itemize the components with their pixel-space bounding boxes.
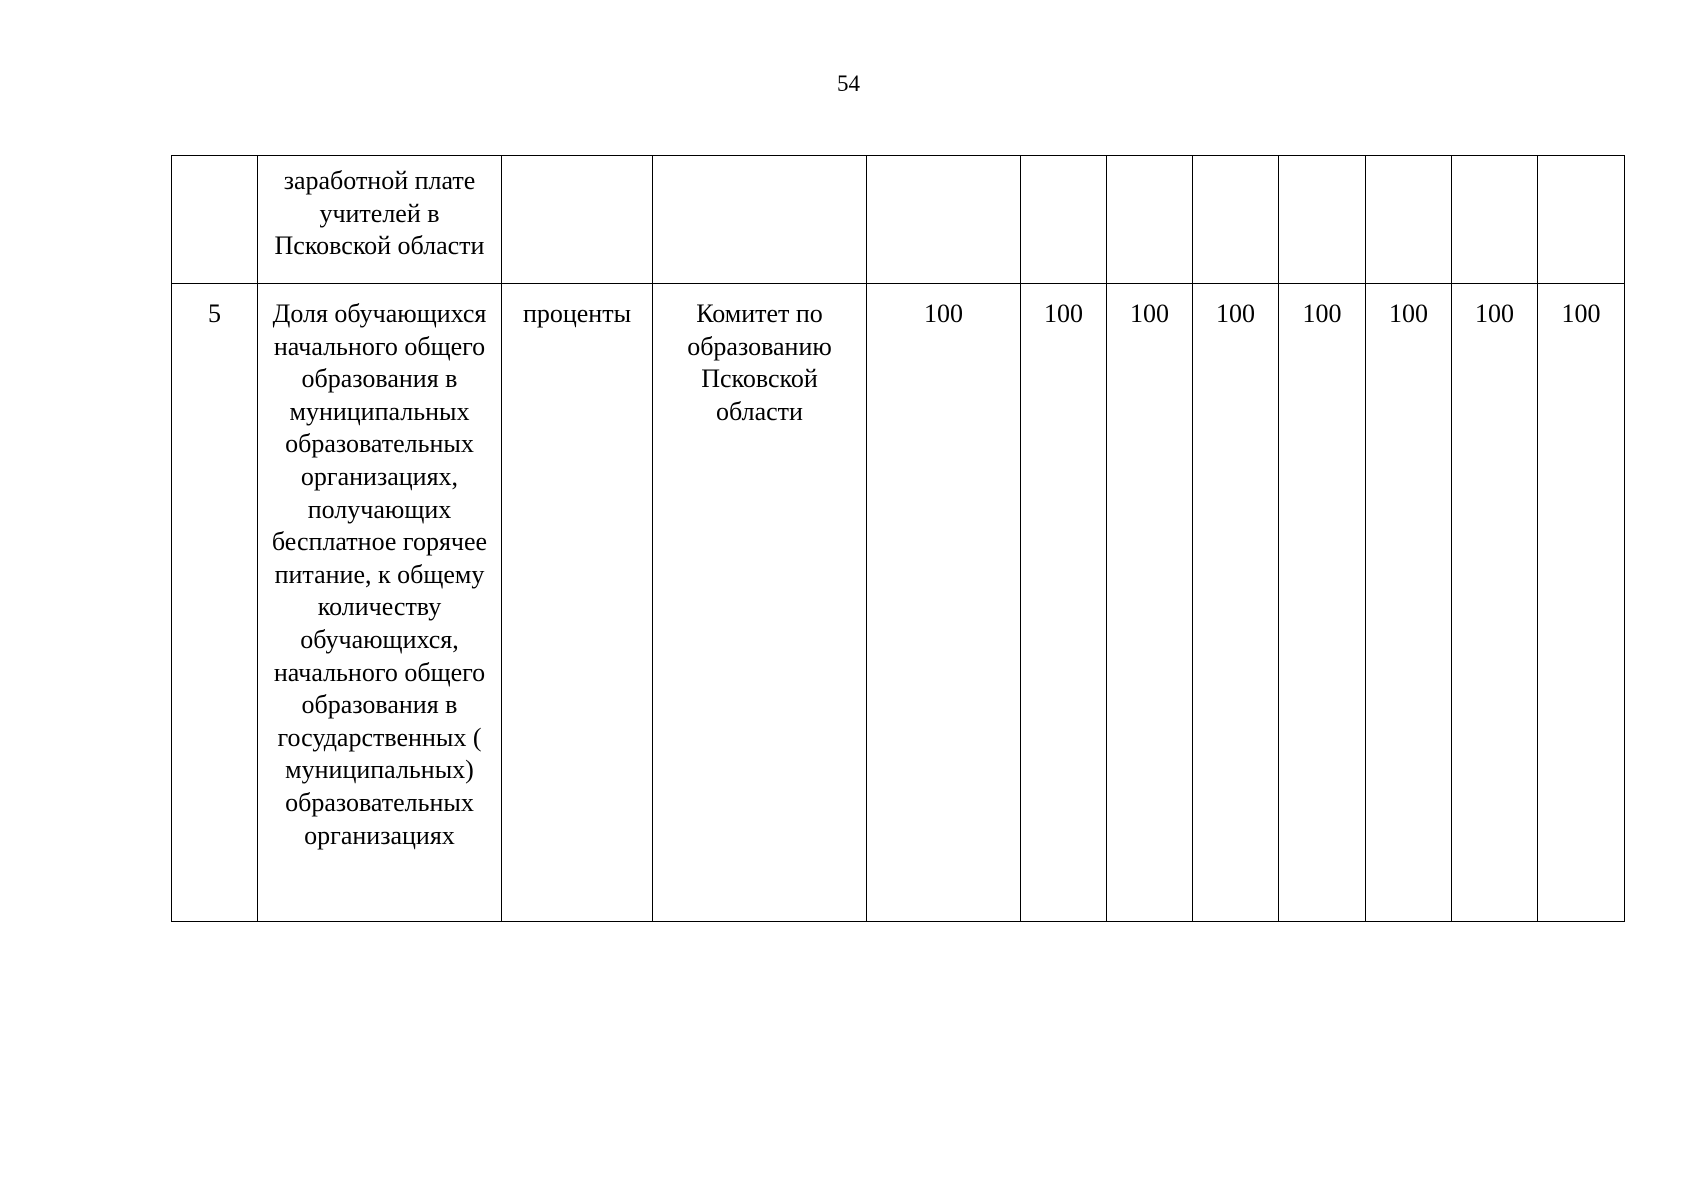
unit-cell <box>502 156 653 284</box>
value-cell <box>1107 284 1193 922</box>
row-number: 5 <box>208 299 221 328</box>
indicator-cell <box>258 284 502 922</box>
unit-text: проценты <box>522 299 632 328</box>
indicators-table <box>171 155 1625 922</box>
value-text: 100 <box>1475 299 1514 328</box>
value-cell <box>1021 156 1107 284</box>
value-cell <box>1452 156 1538 284</box>
value-cell <box>1538 156 1625 284</box>
value-cell <box>1279 156 1366 284</box>
value-cell <box>1452 284 1538 922</box>
page-number: 54 <box>837 71 860 96</box>
value-cell <box>1107 156 1193 284</box>
value-cell <box>867 284 1021 922</box>
responsible-text: Комитет по образованию Псковской области <box>687 299 832 426</box>
row-number-cell <box>172 156 258 284</box>
responsible-cell <box>653 156 867 284</box>
value-cell <box>1366 284 1452 922</box>
table-row <box>172 156 1625 284</box>
value-cell <box>1366 156 1452 284</box>
value-text: 100 <box>924 299 963 328</box>
value-text: 100 <box>1389 299 1428 328</box>
table-row <box>172 284 1625 922</box>
row-number-cell <box>172 284 258 922</box>
value-text: 100 <box>1130 299 1169 328</box>
value-cell <box>1193 284 1279 922</box>
indicator-text: Доля обучающихся начального общего образования в муниципальных образовательных организациях, получающих бесплатное горячее питание, к общему количеству обучающихся, начального общего образования в государственных ( муниципальных) образовательных организациях <box>271 299 488 850</box>
indicator-text: заработной плате учителей в Псковской области <box>274 166 485 261</box>
value-cell <box>1279 284 1366 922</box>
value-cell <box>1021 284 1107 922</box>
value-text: 100 <box>1044 299 1083 328</box>
responsible-cell <box>653 284 867 922</box>
value-cell <box>1193 156 1279 284</box>
indicator-cell <box>258 156 502 284</box>
value-text: 100 <box>1216 299 1255 328</box>
unit-cell <box>502 284 653 922</box>
value-cell <box>1538 284 1625 922</box>
value-text: 100 <box>1302 299 1342 328</box>
value-text: 100 <box>1561 299 1601 328</box>
value-cell <box>867 156 1021 284</box>
